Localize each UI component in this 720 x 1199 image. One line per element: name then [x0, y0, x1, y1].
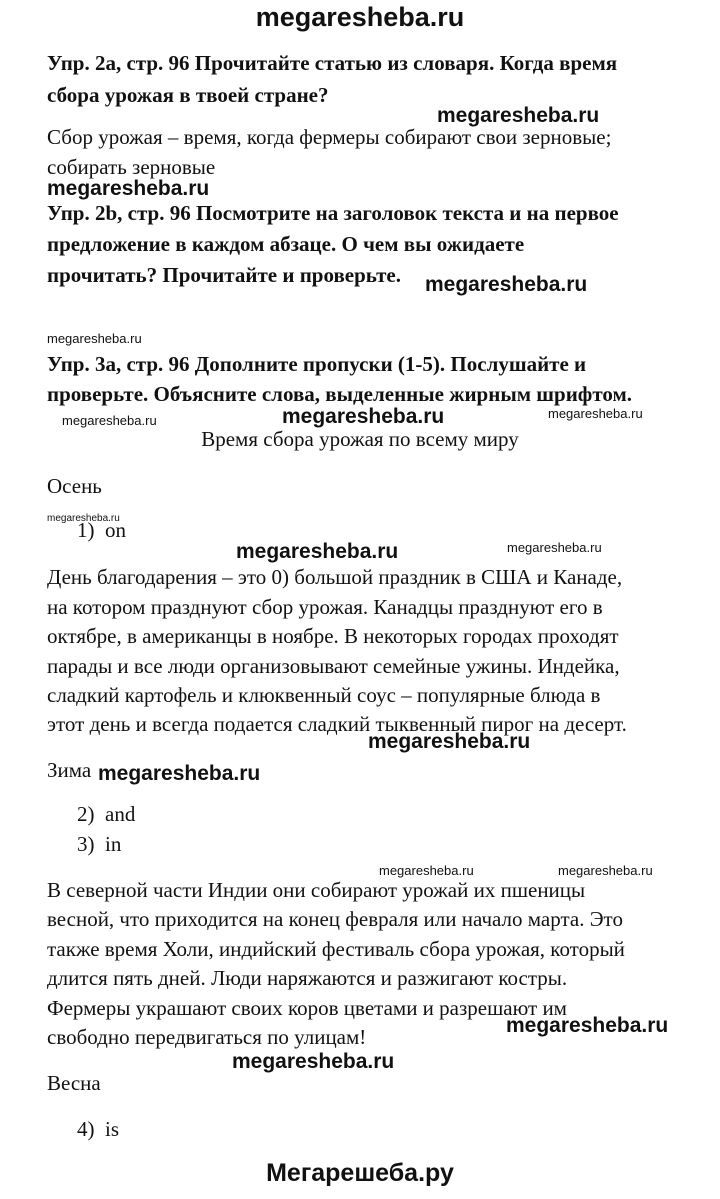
exercise-2b-line-3: прочитать? Прочитайте и проверьте. [47, 263, 401, 287]
section-heading-spring: Весна [47, 1071, 101, 1095]
exercise-2b-line-2: предложение в каждом абзаце. О чем вы ожидаете [47, 232, 525, 256]
answer-number: 4) [77, 1117, 95, 1141]
answer-item [77, 799, 135, 829]
answer-number: 1) [77, 518, 95, 542]
exercise-3a-line-2: проверьте. Объясните слова, выделенные жирным шрифтом. [47, 382, 633, 406]
watermark: megaresheba.ru [47, 513, 120, 524]
watermark: megaresheba.ru [379, 863, 474, 878]
answer-word: is [105, 1117, 120, 1141]
answer-number: 2) [77, 802, 95, 826]
exercise-2b-line-1: Упр. 2b, стр. 96 Посмотрите на заголовок текста и на первое [47, 201, 619, 225]
watermark: megaresheba.ru [437, 104, 600, 127]
autumn-text-line: парады и все люди организовывают семейные ужины. Индейка, [47, 654, 620, 678]
watermark: megaresheba.ru [425, 273, 588, 296]
watermark: megaresheba.ru [507, 540, 602, 555]
watermark: megaresheba.ru [47, 331, 142, 346]
autumn-text-line: День благодарения – это 0) большой праздник в США и Канаде, [47, 565, 623, 589]
answer-word: in [105, 832, 122, 856]
watermark: megaresheba.ru [368, 730, 531, 753]
answer-2a-line-2: собирать зерновые [47, 155, 216, 179]
winter-text-line: В северной части Индии они собирают урожай их пшеницы [47, 878, 586, 902]
watermark: megaresheba.ru [232, 1050, 395, 1073]
page-footer: Мегарешеба.ру [266, 1159, 454, 1187]
watermark: megaresheba.ru [548, 406, 643, 421]
article-title: Время сбора урожая по всему миру [201, 427, 519, 451]
watermark: megaresheba.ru [98, 762, 261, 785]
winter-text-line: Фермеры украшают своих коров цветами и разрешают им [47, 996, 567, 1020]
autumn-text-line: этот день и всегда подается сладкий тыквенный пирог на десерт. [47, 712, 627, 736]
exercise-2a-line-1: Упр. 2a, стр. 96 Прочитайте статью из словаря. Когда время [47, 51, 618, 75]
answer-number: 3) [77, 832, 95, 856]
exercise-2a-line-2: сбора урожая в твоей стране? [47, 83, 329, 107]
answer-word: and [105, 802, 136, 826]
watermark: megaresheba.ru [558, 863, 653, 878]
watermark: megaresheba.ru [62, 413, 157, 428]
answer-item [77, 515, 126, 545]
winter-text-line: свободно передвигаться по улицам! [47, 1025, 367, 1049]
autumn-text-line: октябре, в американцы в ноябре. В некоторых городах проходят [47, 624, 619, 648]
autumn-text-line: сладкий картофель и клюквенный соус – популярные блюда в [47, 683, 601, 707]
answer-word: on [105, 518, 126, 542]
watermark: megaresheba.ru [282, 405, 445, 428]
winter-text-line: также время Холи, индийский фестиваль сбора урожая, который [47, 937, 625, 961]
watermark: megaresheba.ru [506, 1014, 669, 1037]
answer-item [77, 1114, 119, 1144]
winter-text-line: весной, что приходится на конец февраля или начало марта. Это [47, 907, 623, 931]
answer-2a-line-1: Сбор урожая – время, когда фермеры собирают свои зерновые; [47, 125, 612, 149]
exercise-3a-line-1: Упр. 3a, стр. 96 Дополните пропуски (1-5). Послушайте и [47, 352, 587, 376]
answer-item [77, 829, 121, 859]
section-heading-winter: Зима [47, 758, 92, 782]
page-header: megaresheba.ru [255, 2, 465, 32]
section-heading-autumn: Осень [47, 474, 102, 498]
autumn-text-line: на котором празднуют сбор урожая. Канадцы празднуют его в [47, 595, 603, 619]
watermark: megaresheba.ru [47, 177, 210, 200]
watermark: megaresheba.ru [236, 540, 399, 563]
winter-text-line: длится пять дней. Люди наряжаются и разжигают костры. [47, 966, 568, 990]
